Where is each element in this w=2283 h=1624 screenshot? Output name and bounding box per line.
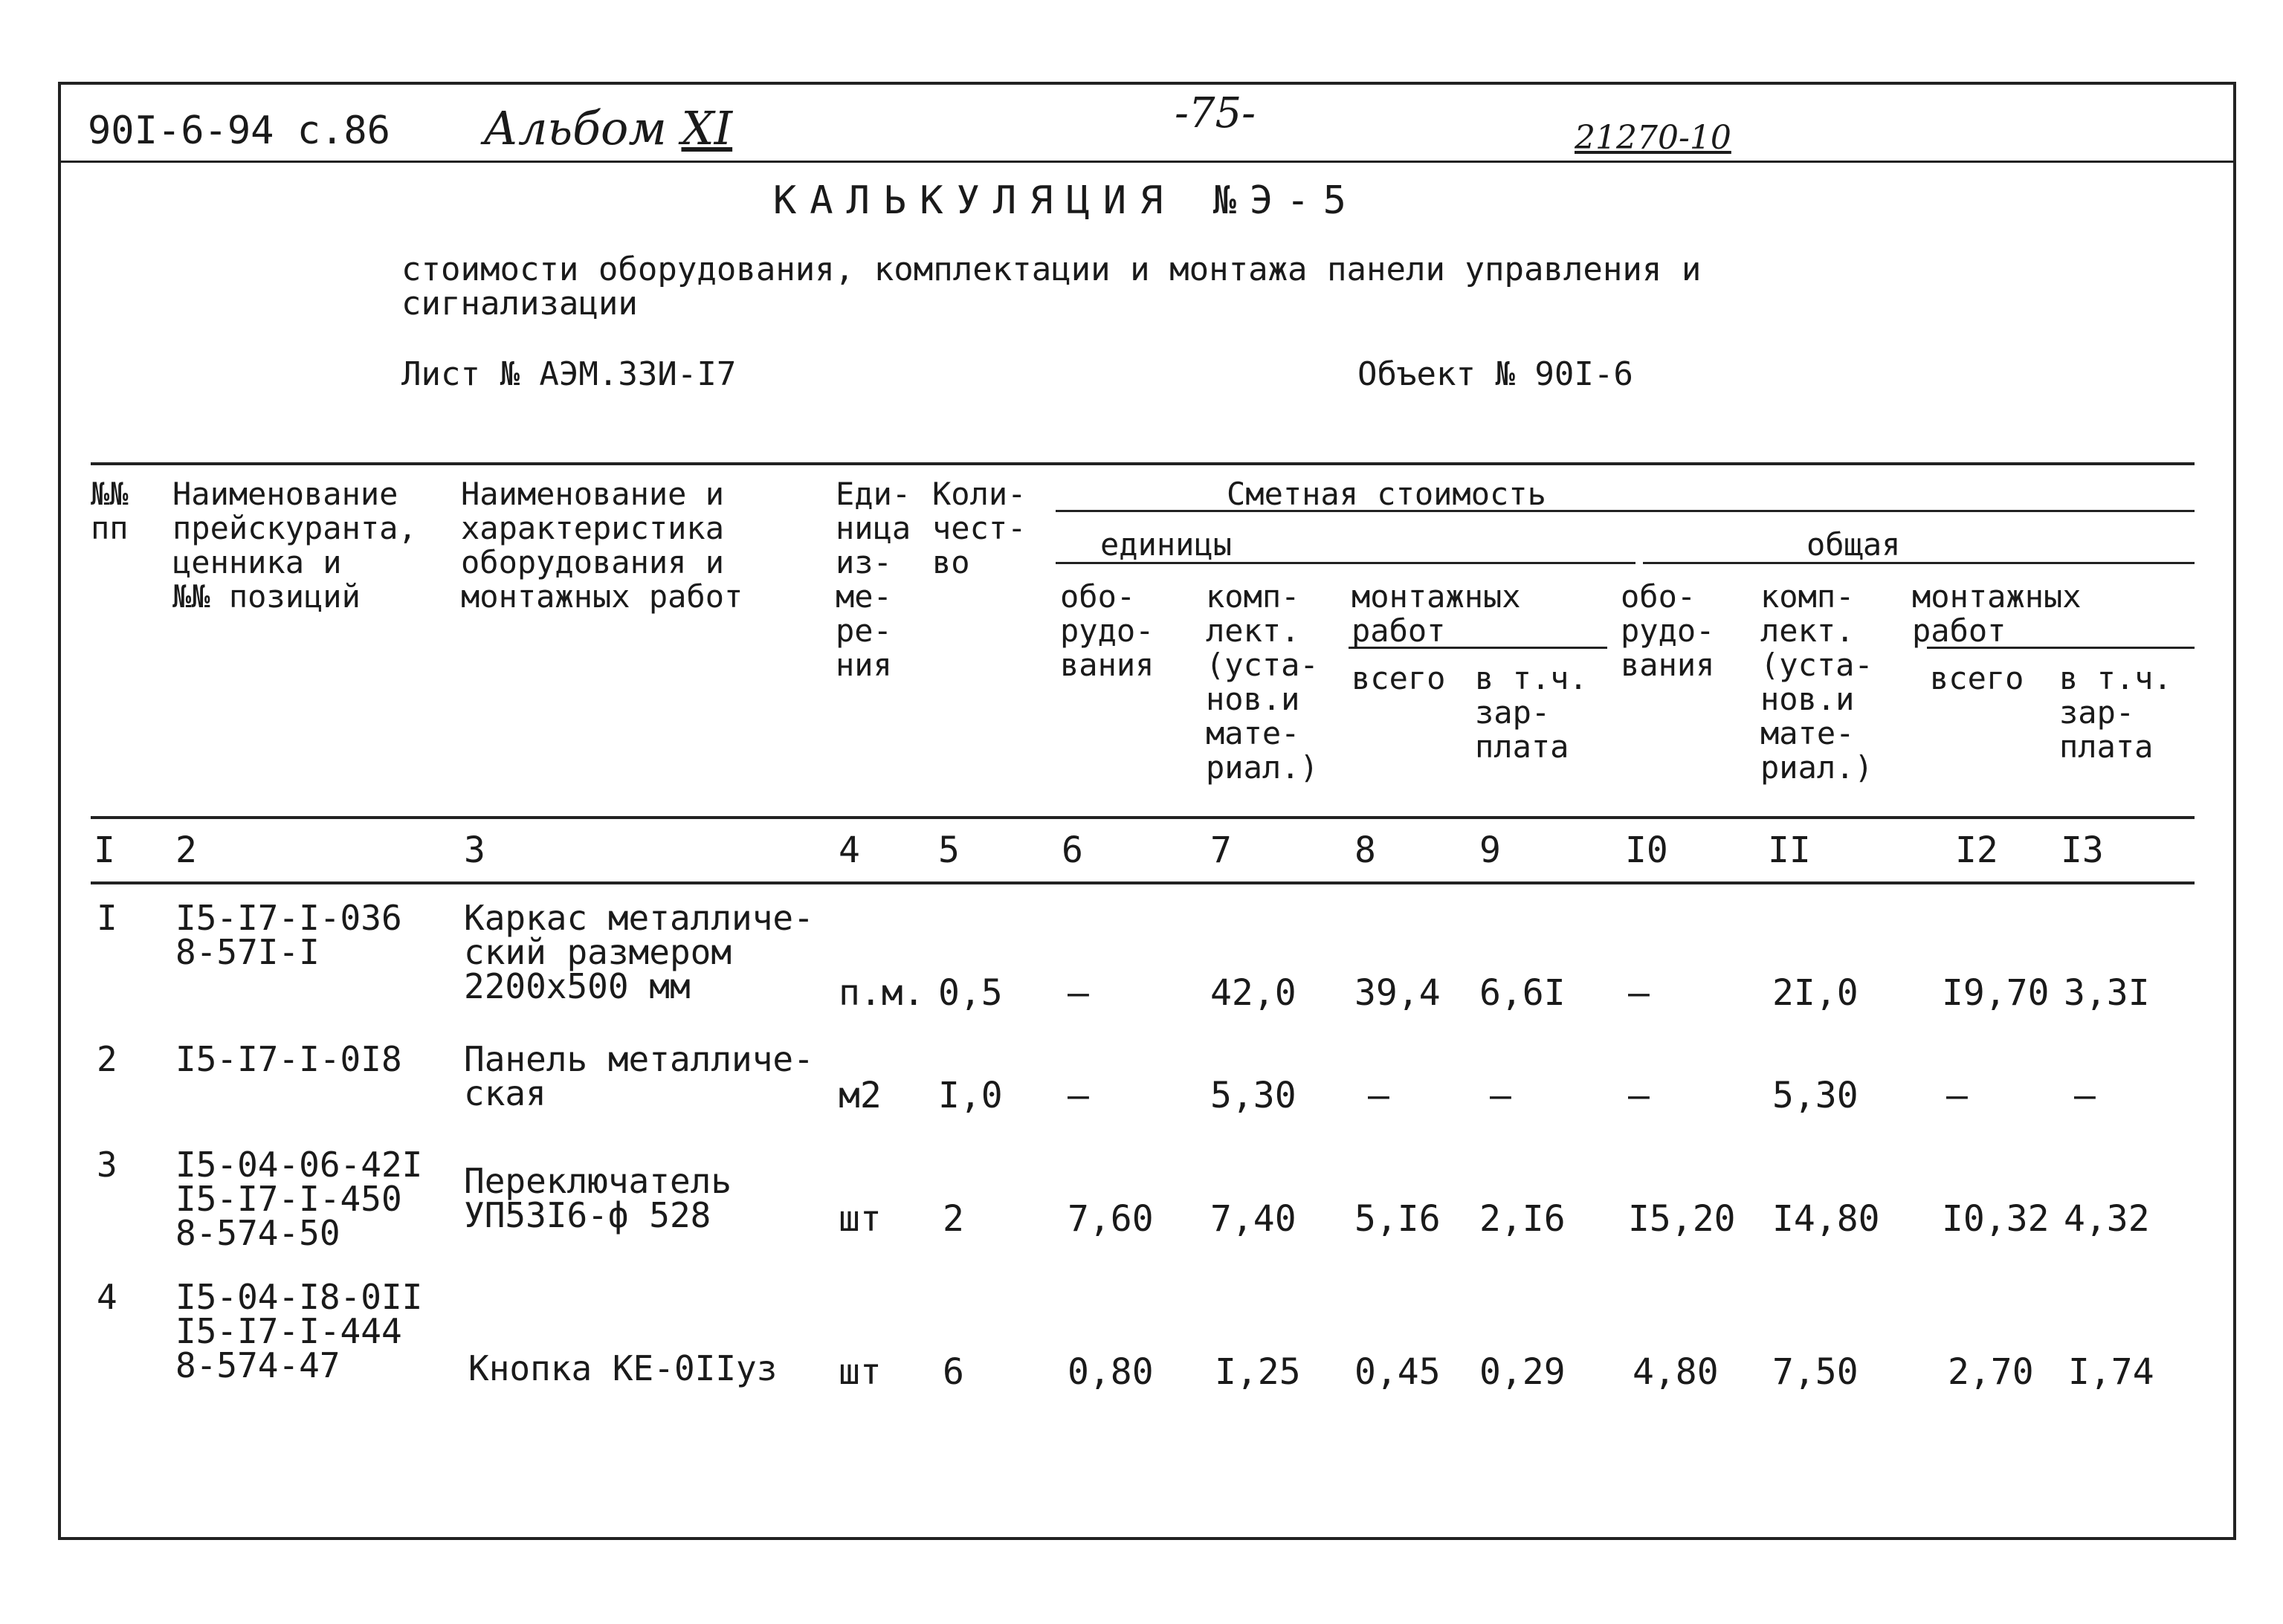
stamp-divider [58, 161, 2236, 163]
column-number: 9 [1479, 829, 1501, 871]
document-subtitle: стоимости оборудования, комплектации и монтажа панели управления и сигнализации [401, 250, 1702, 323]
album-label-text: Альбом [483, 101, 667, 155]
complect-unit-cost: 42,0 [1210, 972, 1297, 1014]
quantity: 6 [943, 1351, 964, 1393]
sheet-number: Лист № АЭМ.33И-I7 [401, 355, 737, 393]
mounting-unit-cost: 5,I6 [1354, 1198, 1441, 1240]
column-number: I3 [2061, 829, 2104, 871]
item-description: Каркас металличе- ский размером 2200х500 мм [464, 898, 814, 1006]
frame-bottom-border [58, 1537, 2236, 1540]
row-number: 4 [97, 1277, 117, 1317]
mounting-unit-cost: 0,45 [1354, 1351, 1441, 1393]
column-number: 7 [1210, 829, 1232, 871]
header-complect-total: комп- лект. (уста- нов.и мате- риал.) [1760, 578, 1873, 786]
unit-of-measure: шт [839, 1351, 882, 1393]
complect-unit-cost: 7,40 [1210, 1198, 1297, 1240]
equipment-unit-cost: – [1068, 1075, 1089, 1116]
header-mounting-total: монтажных работ [1912, 578, 2082, 649]
item-description: Панель металличе- ская [464, 1039, 814, 1113]
mounting-total-cost: I9,70 [1942, 972, 2050, 1014]
quantity: I,0 [938, 1075, 1003, 1116]
column-number: 8 [1354, 829, 1376, 871]
header-description: Наименование и характеристика оборудования и монтажных работ [461, 476, 743, 615]
complect-unit-cost: I,25 [1215, 1351, 1301, 1393]
equipment-unit-cost: – [1068, 972, 1089, 1014]
price-list-code: I5-I7-I-036 8-57I-I [175, 898, 402, 972]
frame-right-border [2233, 82, 2236, 1539]
header-price-list: Наименование прейскуранта, ценника и №№ позиций [172, 476, 417, 615]
header-equipment-total: обо- рудо- вания [1621, 578, 1715, 683]
quantity: 0,5 [938, 972, 1003, 1014]
column-number: 5 [938, 829, 960, 871]
equipment-total-cost: 4,80 [1633, 1351, 1719, 1393]
equipment-total-cost: – [1628, 1075, 1650, 1116]
table-top-line [91, 462, 2195, 465]
header-complect-unit: комп- лект. (уста- нов.и мате- риал.) [1206, 578, 1319, 786]
column-number: I [94, 829, 115, 871]
mounting-unit-cost: – [1368, 1075, 1389, 1116]
equipment-unit-cost: 0,80 [1068, 1351, 1154, 1393]
unit-of-measure: м2 [839, 1075, 882, 1116]
column-number: 2 [175, 829, 197, 871]
salary-unit-cost: 2,I6 [1479, 1198, 1566, 1240]
row-number: 2 [97, 1039, 117, 1079]
unit-of-measure: шт [839, 1198, 882, 1240]
mounting-total-cost: 2,70 [1948, 1351, 2034, 1393]
salary-unit-cost: 0,29 [1479, 1351, 1566, 1393]
row-number: 3 [97, 1145, 117, 1185]
price-list-code: I5-I7-I-0I8 [175, 1039, 402, 1079]
mounting-unit-cost: 39,4 [1354, 972, 1441, 1014]
complect-total-cost: 7,50 [1772, 1351, 1859, 1393]
mounting-total-cost: I0,32 [1942, 1198, 2050, 1240]
album-label [483, 101, 732, 155]
column-number: 3 [464, 829, 485, 871]
doc-code-text: 90I-6-94 с.86 [88, 109, 390, 153]
item-description: Переключатель УП53I6-ф 528 [464, 1161, 732, 1235]
page-number: -75- [1175, 89, 1256, 138]
salary-total-cost: 3,3I [2064, 972, 2150, 1014]
price-list-code: I5-04-I8-0II I5-I7-I-444 8-574-47 [175, 1277, 423, 1385]
header-salary-unit: в т.ч. зар- плата [1475, 660, 1588, 765]
column-number: I2 [1955, 829, 1998, 871]
header-per-unit: единицы [1100, 526, 1233, 563]
header-all-unit: всего [1352, 660, 1446, 696]
album-number: XI [681, 101, 733, 155]
row-number: I [97, 898, 117, 938]
registration-number: 21270-10 [1575, 119, 1731, 157]
column-number: I0 [1625, 829, 1668, 871]
column-number-line [91, 881, 2195, 884]
header-equipment-unit: обо- рудо- вания [1060, 578, 1155, 683]
header-mounting-unit: монтажных работ [1352, 578, 1521, 649]
document-title: КАЛЬКУЛЯЦИЯ №Э-5 [773, 178, 1360, 223]
complect-total-cost: 2I,0 [1772, 972, 1859, 1014]
price-list-code: I5-04-06-42I I5-I7-I-450 8-574-50 [175, 1145, 423, 1253]
header-bottom-line [91, 816, 2195, 819]
mounting-total-cost: – [1946, 1075, 1968, 1116]
object-number: Объект № 90I-6 [1357, 355, 1633, 393]
column-number: 4 [839, 829, 860, 871]
equipment-total-cost: – [1628, 972, 1650, 1014]
quantity: 2 [943, 1198, 964, 1240]
column-number: 6 [1062, 829, 1083, 871]
equipment-unit-cost: 7,60 [1068, 1198, 1154, 1240]
header-unit: Еди- ница из- ме- ре- ния [836, 476, 911, 683]
item-description: Кнопка КЕ-0IIуз [468, 1348, 778, 1388]
salary-total-cost: I,74 [2068, 1351, 2154, 1393]
unit-of-measure: п.м. [839, 972, 925, 1014]
equipment-total-cost: I5,20 [1628, 1198, 1736, 1240]
frame-left-border [58, 82, 61, 1539]
header-total: общая [1806, 526, 1901, 563]
salary-total-cost: 4,32 [2064, 1198, 2150, 1240]
complect-total-cost: I4,80 [1772, 1198, 1880, 1240]
header-all-total: всего [1930, 660, 2024, 696]
salary-unit-cost: – [1490, 1075, 1511, 1116]
salary-total-cost: – [2074, 1075, 2096, 1116]
complect-unit-cost: 5,30 [1210, 1075, 1297, 1116]
doc-code [88, 109, 390, 153]
frame-top-border [58, 82, 2236, 85]
complect-total-cost: 5,30 [1772, 1075, 1859, 1116]
header-estimate: Сметная стоимость [1227, 476, 1546, 512]
salary-unit-cost: 6,6I [1479, 972, 1566, 1014]
header-quantity: Коли- чест- во [932, 476, 1027, 580]
total-under-line [1643, 562, 2195, 564]
header-row-number: №№ пп [91, 476, 129, 546]
header-salary-total: в т.ч. зар- плата [2059, 660, 2172, 765]
column-number: II [1768, 829, 1811, 871]
